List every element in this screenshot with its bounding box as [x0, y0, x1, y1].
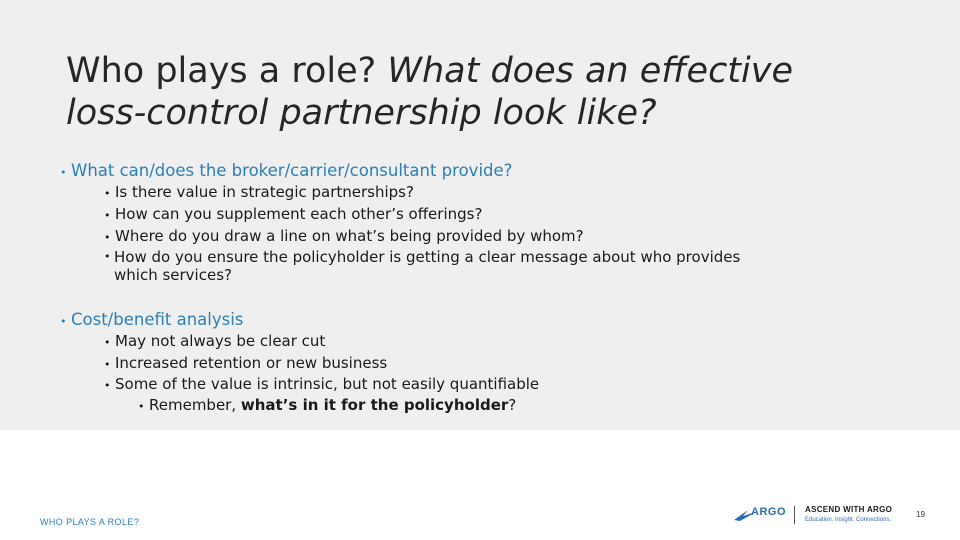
ascend-tagline: [805, 505, 892, 525]
tagline-sub: Education. Insight. Connections.: [805, 517, 892, 523]
title-italic: What does an effective loss-control partnership look like?: [66, 51, 794, 133]
logo-divider: [794, 506, 795, 524]
slide-title: [66, 50, 866, 134]
bullet-icon: •: [104, 231, 111, 244]
list-item: • May not always be clear cut: [104, 332, 326, 350]
footer-section-label: WHO PLAYS A ROLE?: [40, 517, 140, 527]
list-item: • Increased retention or new business: [104, 354, 388, 372]
tagline-title: ASCEND WITH ARGO: [805, 505, 893, 514]
section-heading-cost-benefit: • Cost/benefit analysis: [60, 310, 243, 332]
argo-logo-text: ARGO: [751, 506, 786, 518]
bullet-icon: •: [104, 250, 111, 263]
bullet-icon: •: [104, 187, 111, 200]
bullet-icon: •: [60, 166, 67, 179]
list-item: • How can you supplement each other’s offerings?: [104, 205, 483, 223]
argo-logo: [734, 505, 892, 525]
bullet-icon: •: [60, 315, 67, 328]
argo-logo-mark: [734, 505, 786, 525]
sub-list-item: • Remember, what’s in it for the policyholder?: [138, 396, 517, 414]
list-item: • How do you ensure the policyholder is getting a clear message about who provides which services?: [104, 248, 741, 284]
title-regular: Who plays a role?: [66, 51, 377, 91]
bullet-icon: •: [104, 336, 111, 349]
bullet-icon: •: [104, 209, 111, 222]
list-item: • Where do you draw a line on what’s being provided by whom?: [104, 227, 584, 245]
bullet-icon: •: [104, 379, 111, 392]
page-number: 19: [916, 510, 925, 519]
bullet-icon: •: [138, 400, 145, 413]
bullet-icon: •: [104, 358, 111, 371]
list-item: • Is there value in strategic partnerships?: [104, 183, 414, 201]
section-heading-provide: • What can/does the broker/carrier/consultant provide?: [60, 161, 512, 183]
list-item: • Some of the value is intrinsic, but not easily quantifiable: [104, 375, 540, 393]
